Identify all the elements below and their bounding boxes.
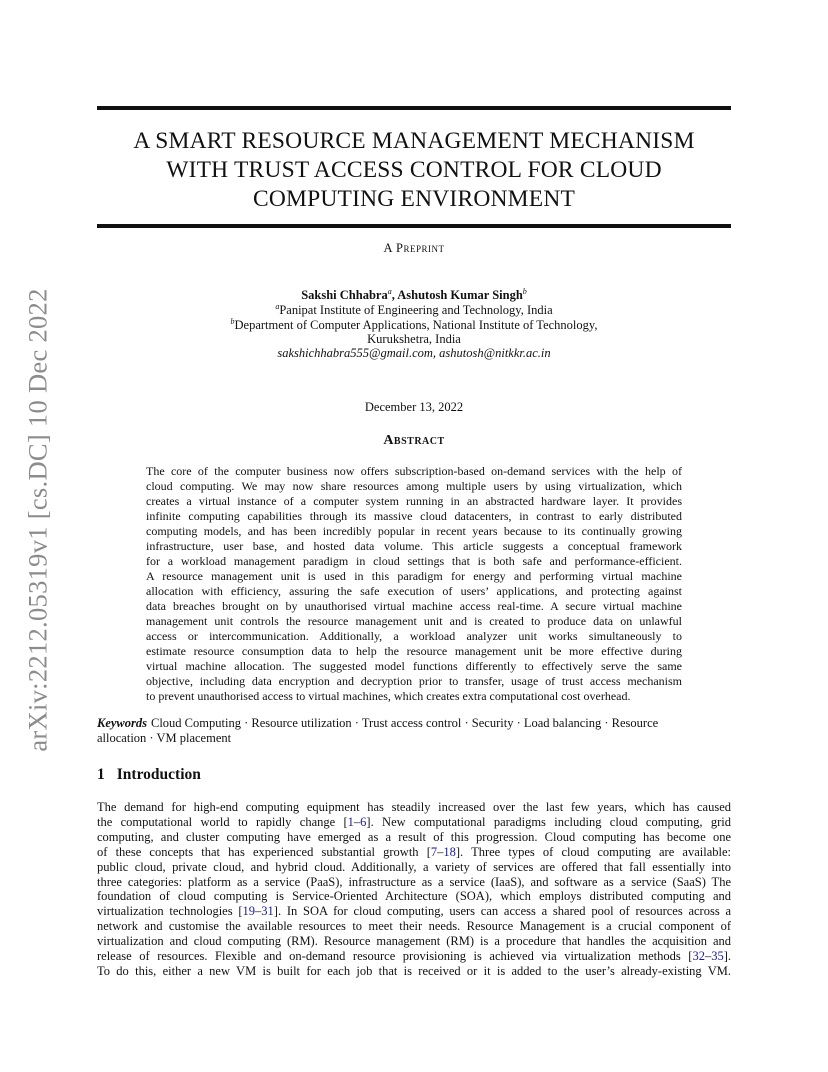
paragraph-line: [97, 875, 731, 890]
abstract-line: to prevent unauthorised access to virtual machines, which creates extra computational cost overhead.: [146, 689, 631, 703]
paragraph-line: [97, 860, 731, 875]
affiliation-marker: b: [522, 287, 527, 296]
abstract-text: [146, 464, 682, 704]
paragraph-line: [97, 800, 731, 815]
citation-link[interactable]: 6: [360, 814, 367, 829]
title-rule-bottom: [97, 224, 731, 228]
affiliation-marker: a: [275, 302, 280, 311]
text-run: ].: [723, 949, 731, 964]
author-list: [97, 287, 731, 303]
text-run: computing, and cluster computing have emerged as a result of this progression. Cloud computing has become one: [97, 829, 731, 844]
citation-link[interactable]: 7: [430, 844, 438, 859]
affiliation-marker: a: [387, 287, 392, 296]
paragraph-line: [97, 889, 731, 904]
text-run: network and customise the available resources to meet their needs. Resource Management is a crucial component of: [97, 919, 731, 934]
text-run: three categories: platform as a service (PaaS), infrastructure as a service (IaaS), and software as a service (SaaS) The: [97, 874, 731, 889]
text-run: of these concepts that has experienced substantial growth [: [97, 844, 431, 859]
introduction-text: [97, 800, 731, 979]
text-run: –: [437, 844, 444, 859]
keywords-line: allocation · VM placement: [97, 731, 232, 745]
abstract-line: objective, including data encryption and decryption prior to transfer, usage of trust access mechanism: [146, 674, 682, 688]
arxiv-identifier-text: arXiv:2212.05319v1 [cs.DC] 10 Dec 2022: [22, 288, 53, 752]
abstract-line: creates a virtual instance of a computer system running in an abstracted hardware layer. It provides: [146, 494, 682, 508]
text-run: release of resources. Flexible and on-demand resource provisioning is achieved via virtualization methods [: [97, 949, 693, 964]
text-run: –: [255, 904, 262, 919]
keywords-label: Keywords: [97, 716, 147, 730]
text-run: virtualization technologies [: [97, 904, 243, 919]
paragraph-line: [97, 919, 731, 934]
abstract-line: management unit controls the resource management unit and is created to produce data on unlawful: [146, 614, 682, 628]
title-rule-top: [97, 106, 731, 110]
text-run: ]. Three types of cloud computing are available:: [455, 844, 731, 859]
preprint-label: A Preprint: [383, 241, 445, 255]
keywords-line: [97, 716, 731, 731]
paragraph-line: [97, 815, 731, 830]
text-run: ]. New computational paradigms including cloud computing, grid: [366, 814, 731, 829]
citation-link[interactable]: 32: [692, 949, 705, 964]
paragraph-line: [97, 830, 731, 845]
section-number: 1: [97, 766, 105, 783]
citation-link[interactable]: 18: [443, 844, 456, 859]
affiliation-a: [97, 302, 731, 318]
text-run: To do this, either a new VM is built for each job that is received or it is added to the user’s already-existing VM.: [97, 963, 731, 978]
author-separator: ,: [391, 288, 398, 303]
abstract-heading: Abstract: [383, 433, 445, 448]
text-run: virtualization and cloud computing (RM). Resource management (RM) is a procedure that handles the acquisition and: [97, 934, 731, 949]
text-run: the computational world to rapidly change [: [97, 814, 348, 829]
abstract-line: computing models, and has been incredibly popular in recent years because to its continually growing: [146, 524, 682, 538]
affiliation-b-cont: Kurukshetra, India: [367, 332, 461, 346]
title-line: A SMART RESOURCE MANAGEMENT MECHANISM: [133, 128, 695, 154]
text-run: foundation of cloud computing is Service-Oriented Architecture (SOA), which employs distributed computing and: [97, 889, 731, 904]
affiliation-marker: b: [230, 317, 235, 326]
abstract-line: The core of the computer business now offers subscription-based on-demand services with the help of: [146, 464, 682, 478]
section-heading: [97, 766, 201, 784]
title-line: COMPUTING ENVIRONMENT: [252, 186, 576, 212]
affiliation-text: Panipat Institute of Engineering and Technology, India: [279, 303, 553, 318]
abstract-line: infrastructure, user base, and hosted data volume. This article suggests a conceptual framework: [146, 539, 682, 553]
author-name: Sakshi Chhabra: [301, 288, 388, 303]
title-line: WITH TRUST ACCESS CONTROL FOR CLOUD: [166, 157, 662, 183]
keywords-block: [97, 716, 731, 746]
paragraph-line: [97, 934, 731, 949]
text-run: ]. In SOA for cloud computing, users can access a shared pool of resources across a: [273, 904, 732, 919]
author-emails: sakshichhabra555@gmail.com, ashutosh@nitkkr.ac.in: [277, 346, 551, 360]
abstract-line: cloud computing. We may now share resources among multiple users by using virtualization, which: [146, 479, 682, 493]
paper-title: [97, 127, 731, 214]
abstract-line: estimate resource consumption data to help the resource management unit be more effective during: [146, 644, 682, 658]
paragraph-line: [97, 845, 731, 860]
keywords-text: Cloud Computing · Resource utilization · Trust access control · Security · Load balancing · Resource: [151, 716, 659, 730]
citation-link[interactable]: 19: [242, 904, 256, 919]
affiliation-b: [97, 317, 731, 333]
paragraph-line: [97, 949, 731, 964]
paper-date: December 13, 2022: [364, 400, 464, 414]
abstract-line: infinite computing capabilities through its massive cloud datacenters, in contrast to early distributed: [146, 509, 682, 523]
text-run: –: [353, 814, 361, 829]
abstract-line: data breaches brought on by unauthorised virtual machine access real-time. A secure virtual machine: [146, 599, 682, 613]
text-run: –: [704, 949, 712, 964]
text-run: The demand for high-end computing equipment has steadily increased over the last few years, which has caused: [97, 800, 731, 814]
abstract-line: allocation with efficiency, assuring the safe execution of users’ applications, and protecting against: [146, 584, 682, 598]
section-title: Introduction: [116, 766, 201, 783]
citation-link[interactable]: 35: [711, 949, 724, 964]
citation-link[interactable]: 1: [347, 814, 354, 829]
abstract-line: access or intercommunication. Additionally, a workload analyzer unit works simultaneously to: [146, 629, 682, 643]
abstract-line: for a workload management paradigm in cloud settings that is both safe and performance-efficient.: [146, 554, 682, 568]
affiliation-text: Department of Computer Applications, National Institute of Technology,: [234, 318, 598, 333]
abstract-line: virtual machine allocation. The suggested model functions differently to effectively serve the same: [146, 659, 682, 673]
paragraph-line: [97, 904, 731, 919]
text-run: public cloud, private cloud, and hybrid cloud. Additionally, a variety of services are offered that fall essentially into: [97, 859, 731, 874]
paragraph-line: [97, 964, 731, 979]
abstract-line: A resource management unit is used in this paradigm for energy and performing virtual machine: [146, 569, 682, 583]
citation-link[interactable]: 31: [261, 904, 274, 919]
author-name: Ashutosh Kumar Singh: [397, 288, 523, 303]
